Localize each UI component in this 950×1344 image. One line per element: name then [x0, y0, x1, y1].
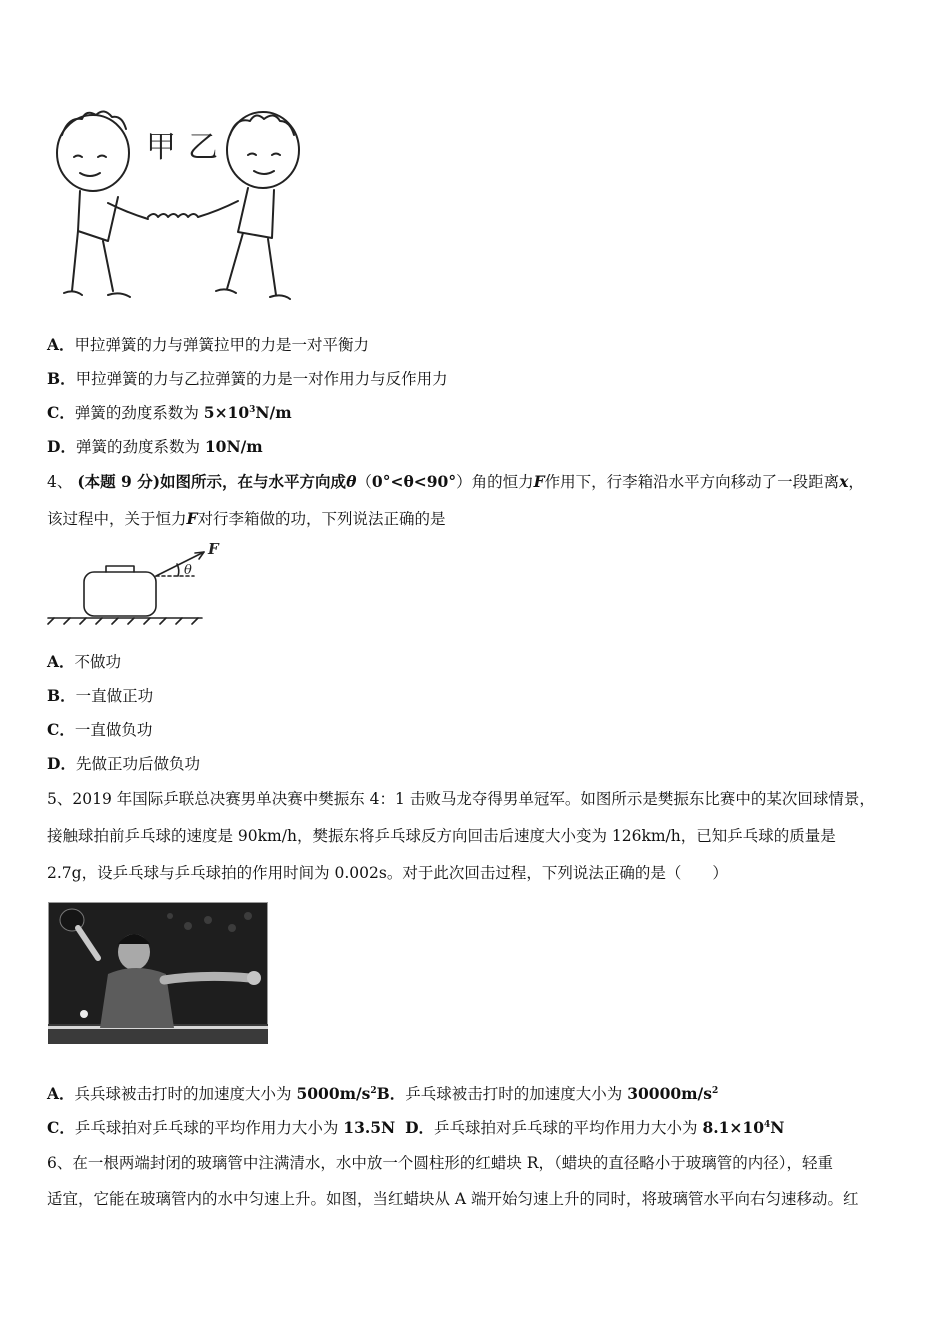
q3-option-c: C．弹簧的劲度系数为 $5\times 10^3N/m$ — [47, 403, 292, 422]
q6-stem-line1: 6、在一根两端封闭的玻璃管中注满清水，水中放一个圆柱形的红蜡块 R，（蜡块的直径略小于玻璃管的内径），轻重 — [47, 1154, 833, 1172]
q4-stem-line2: 该过程中，关于恒力F对行李箱做的功，下列说法正确的是 — [47, 509, 446, 528]
table-tennis-photo — [48, 902, 268, 1044]
q5-stem-line1: 5、2019 年国际乒联总决赛男单决赛中樊振东 4：1 击败马龙夺得男单冠军。如图所示是樊振东比赛中的某次回球情景， — [47, 790, 875, 808]
q4-option-a: A．不做功 — [47, 652, 122, 671]
q5-options-ab: A．兵兵球被击打时的加速度大小为 $5000m/s^2B$．乒乓球被击打时的加速度大小为 $30000m/s^2$ — [47, 1084, 719, 1103]
q4-option-b: B．一直做正功 — [47, 686, 154, 705]
q4-option-d: D．先做正功后做负功 — [47, 754, 200, 773]
q4-stem-line1: 4、 (本题 9 分)如图所示，在与水平方向成θ（0°<θ<90°）角的恒力F作用下，行李箱沿水平方向移动了一段距离x， — [47, 472, 864, 491]
q3-option-a: A．甲拉弹簧的力与弹簧拉甲的力是一对平衡力 — [47, 335, 370, 354]
angle-label: θ — [184, 563, 192, 578]
force-label: F — [208, 540, 219, 558]
q3-option-d: D．弹簧的劲度系数为 10N/m — [47, 437, 263, 456]
label-jia: 甲 — [146, 130, 176, 165]
q5-options-cd: C．乒乓球拍对乒乓球的平均作用力大小为 13.5N D．乒乓球拍对乒乓球的平均作用力大小为 $8.1\times 10^4N$ — [47, 1118, 785, 1137]
kids-pulling-spring-figure — [48, 105, 318, 315]
q5-stem-line2: 接触球拍前乒乓球的速度是 90km/h，樊振东将乒乓球反方向回击后速度大小变为 126km/h，已知乒乓球的质量是 — [47, 827, 836, 845]
q5-stem-line3: 2.7g，设乒乓球与乒乓球拍的作用时间为 0.002s。对于此次回击过程，下列说法正确的是（ ） — [47, 864, 728, 882]
q6-stem-line2: 适宜，它能在玻璃管内的水中匀速上升。如图，当红蜡块从 A 端开始匀速上升的同时，将玻璃管水平向右匀速移动。红 — [47, 1190, 859, 1208]
label-yi: 乙 — [188, 130, 218, 165]
suitcase-force-figure — [44, 540, 234, 626]
q3-option-b: B．甲拉弹簧的力与乙拉弹簧的力是一对作用力与反作用力 — [47, 369, 448, 388]
q4-option-c: C．一直做负功 — [47, 720, 153, 739]
